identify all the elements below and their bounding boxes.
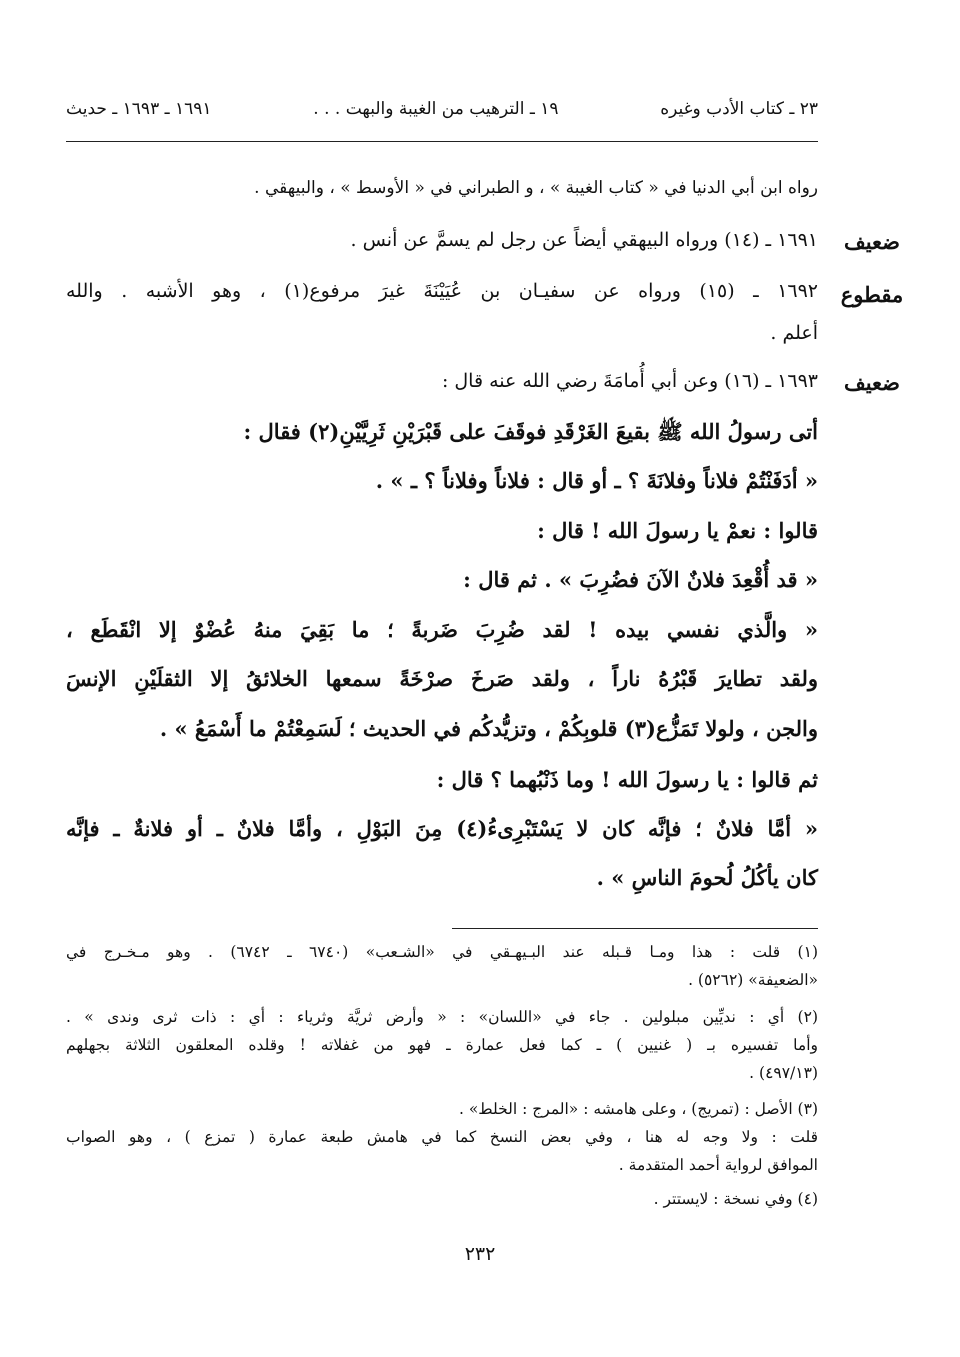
- header-section-title: ١٩ ـ الترهيب من الغيبة والبهت . . .: [313, 99, 559, 119]
- hadith-1693-line-6: « والَّذي نفسي بيده ! لقد ضُرِبَ ضَربةً ؛ ما بَقِيَ منهُ عُضْوٌ إلا انْقَطَع ،: [66, 617, 818, 642]
- footnote-1-line-2: «الضعيفة» (٥٢٦٢) .: [688, 971, 818, 989]
- footnote-2-line-1: (٢) أي : نديِّين مبلولين . جاء في «اللسان» : « وأرض ثريَّة وثرياء : أي : ذات ثرى وندى » .: [66, 1008, 818, 1026]
- footnote-2-line-3: (٤٩٧/١٣) .: [749, 1064, 818, 1082]
- hadith-1693-line-7: ولقد تطايرَ قَبْرُهُ ناراً ، ولقد صَرخَ صرْخَةً سمعها الخلائقُ إلا الثقلَيْنِ الإنسَ: [66, 666, 818, 691]
- hadith-1693-line-10: « أمَّا فلانٌ ؛ فإنَّه كان لا يَسْتَبْرِىءُ(٤) مِنَ البَوْلِ ، وأمَّا فلانٌ ـ أو فلانةٌ ـ فإنَّه: [66, 816, 818, 841]
- header-divider: [66, 141, 818, 142]
- grade-label-1691: ضعيف: [843, 229, 901, 254]
- header-hadith-range: ١٦٩١ ـ ١٦٩٣ ـ حديث: [66, 99, 212, 119]
- header-book-chapter: ٢٣ ـ كتاب الأدب وغيره: [660, 99, 818, 119]
- hadith-1693-line-8: والجن ، ولولا تَمَزُّع(٣) قلوبِكُمْ ، وتزيُّدكُم في الحديث ؛ لَسَمِعْتُمْ ما أَسْمَعُ » .: [159, 716, 818, 741]
- footnote-3-line-2: قلت : ولا وجه له هنا ، وفي بعض النسخ كما في هامش طبعة عمارة ( تمزع ) ، وهو الصواب: [66, 1128, 818, 1146]
- hadith-1693-line-11: كان يأكُلُ لُحومَ الناسِ » .: [596, 865, 818, 890]
- footnote-4-line-1: (٤) وفي نسخة : لايستتر .: [653, 1190, 818, 1208]
- hadith-1692-line-2: أعلم .: [770, 322, 818, 344]
- footnote-divider: [452, 928, 818, 929]
- page-number: ٢٣٢: [464, 1243, 496, 1265]
- hadith-1692-line-1: ١٦٩٢ ـ (١٥) ورواه عن سفيـان بن عُيَيْنَةَ غيرَ مرفوع(١) ، وهو الأشبه . والله: [66, 280, 819, 302]
- footnote-2-line-2: وأما تفسيره بـ ( غنيين ) ـ كما فعل عمارة ـ فهو من غفلاته ! وقلده المعلقون الثلاثة بجهلهم: [66, 1036, 818, 1054]
- grade-label-1693: ضعيف: [843, 370, 901, 395]
- footnote-3-line-1: (٣) الأصل : (تمريج) ، وعلى هامشه : «المرج : الخلط» .: [458, 1100, 818, 1118]
- hadith-1693-line-5: « قد أُقْعِدَ فلانٌ الآنَ فضُرِبَ » . ثم قال :: [463, 567, 818, 592]
- hadith-1693-line-3: « أدَفَنْتُمْ فلاناً وفلانَةَ ؟ ـ أو قال : فلاناً وفلاناً ؟ ـ » .: [375, 468, 818, 493]
- intro-line: رواه ابن أبي الدنيا في « كتاب الغيبة » ، و الطبراني في « الأوسط » ، والبيهقي .: [254, 178, 818, 198]
- hadith-1691-line: ١٦٩١ ـ (١٤) ورواه البيهقي أيضاً عن رجل لم يسمَّ عن أنس .: [350, 229, 818, 251]
- footnote-1-line-1: (١) قلت : هذا ومـا قـبله عند البـيهـقي في «الشـعب» (٦٧٤٠ ـ ٦٧٤٢) . وهو مـخـرج في: [66, 943, 818, 961]
- hadith-1693-line-2: أتى رسولُ الله ﷺ بقيعَ الغَرْقَدِ فوقَفَ على قَبْرَيْنِ ثَرِيَّيْنِ(٢) فقال :: [243, 419, 818, 444]
- hadith-1693-line-9: ثم قالوا : يا رسولَ الله ! وما ذَنْبُهما ؟ قال :: [436, 767, 818, 792]
- grade-label-1692: مقطوع: [840, 282, 904, 307]
- hadith-1693-line-1: ١٦٩٣ ـ (١٦) وعن أبي أُمامَةَ رضي الله عنه قال :: [441, 370, 818, 392]
- hadith-1693-line-4: قالوا : نعمْ يا رسولَ الله ! قال :: [537, 518, 818, 543]
- running-header: [66, 92, 818, 126]
- footnote-3-line-3: الموافق لرواية أحمد المتقدمة .: [618, 1156, 818, 1174]
